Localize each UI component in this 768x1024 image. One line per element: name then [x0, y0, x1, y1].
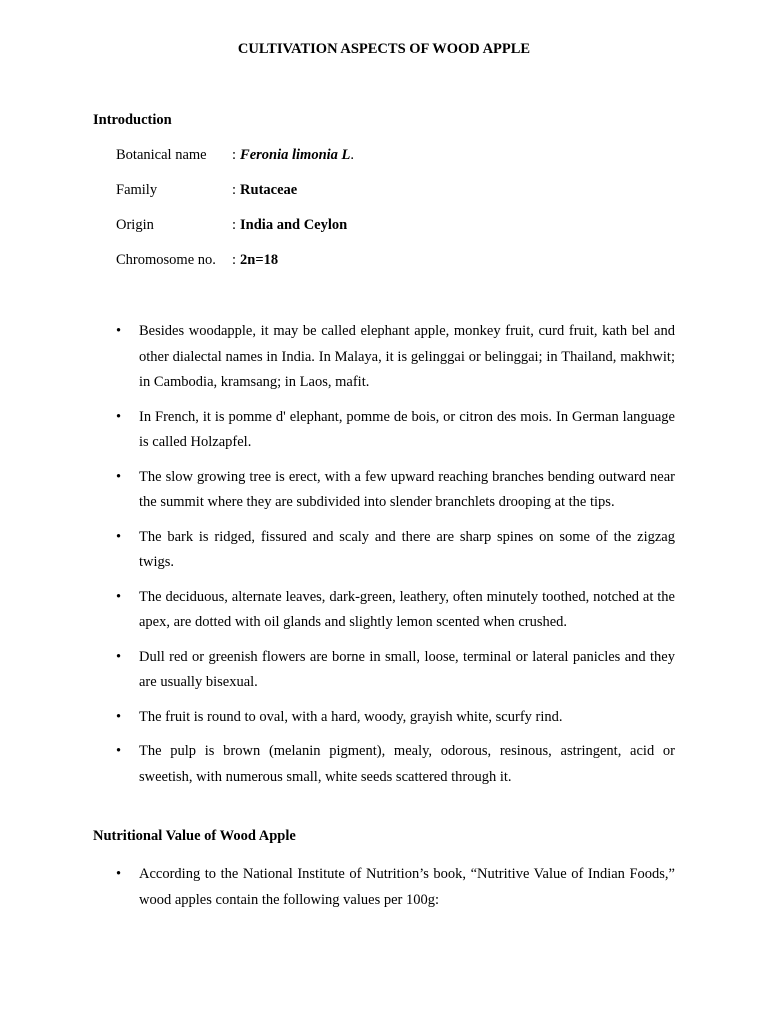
origin-separator: :	[232, 217, 237, 233]
bullet-icon: •	[116, 323, 122, 339]
list-item-text: Besides woodapple, it may be called elephant apple, monkey fruit, curd fruit, kath bel and other dialectal names in India. In Malaya, it is gelinggai or belinggai; in Thailand, makhwit; in Cambodia, kramsang; in Laos, mafit.	[139, 323, 675, 390]
list-item	[116, 319, 675, 396]
introduction-heading: Introduction	[93, 112, 172, 128]
chromosome-row	[116, 252, 354, 287]
bullet-icon: •	[116, 528, 122, 545]
list-item-text: Dull red or greenish flowers are borne in small, loose, terminal or lateral panicles and they are usually bisexual.	[139, 648, 675, 690]
chromosome-separator: :	[232, 252, 237, 268]
family-row	[116, 182, 354, 217]
bullet-icon: •	[116, 866, 122, 882]
chromosome-value: 2n=18	[240, 252, 279, 268]
botanical-name-row	[116, 147, 354, 182]
list-item-text: According to the National Institute of Nutrition’s book, “Nutritive Value of Indian Foods,” wood apples contain the following values per 100g:	[139, 866, 675, 908]
origin-row	[116, 217, 354, 252]
bullet-icon: •	[116, 648, 122, 665]
list-item-text: The pulp is brown (melanin pigment), mealy, odorous, resinous, astringent, acid or sweetish, with numerous small, white seeds scattered through it.	[139, 743, 675, 785]
chromosome-label: Chromosome no.	[116, 252, 216, 268]
origin-label: Origin	[116, 217, 154, 233]
list-item	[116, 585, 675, 636]
list-item-text: The fruit is round to oval, with a hard, woody, grayish white, scurfy rind.	[139, 708, 563, 725]
list-item	[116, 525, 675, 576]
list-item	[116, 465, 675, 516]
origin-value: India and Ceylon	[240, 217, 348, 233]
list-item	[116, 739, 675, 790]
list-item-text: The slow growing tree is erect, with a few upward reaching branches bending outward near the summit where they are subdivided into slender branchlets drooping at the tips.	[139, 468, 675, 510]
list-item	[116, 862, 675, 913]
list-item	[116, 645, 675, 696]
list-item-text: The deciduous, alternate leaves, dark-green, leathery, often minutely toothed, notched at the apex, are dotted with oil glands and slightly lemon scented when crushed.	[139, 588, 675, 630]
bullet-icon: •	[116, 588, 122, 605]
family-value: Rutaceae	[240, 182, 298, 198]
bullet-icon: •	[116, 708, 122, 725]
botanical-name-value: Feronia limonia L	[240, 147, 351, 163]
botanical-name-suffix: .	[350, 147, 355, 163]
family-separator: :	[232, 182, 237, 198]
botanical-name-separator: :	[232, 147, 237, 163]
document-title: CULTIVATION ASPECTS OF WOOD APPLE	[237, 41, 531, 57]
list-item-text: The bark is ridged, fissured and scaly and there are sharp spines on some of the zigzag twigs.	[139, 528, 675, 570]
family-label: Family	[116, 182, 158, 198]
list-item-text: In French, it is pomme d' elephant, pomme de bois, or citron des mois. In German language is called Holzapfel.	[139, 408, 675, 450]
botanical-name-label: Botanical name	[116, 147, 207, 163]
nutrition-bullet-list	[116, 862, 675, 922]
introduction-bullet-list	[116, 319, 675, 799]
nutrition-heading: Nutritional Value of Wood Apple	[93, 828, 296, 844]
list-item	[116, 405, 675, 456]
classification-table	[116, 147, 354, 287]
bullet-icon: •	[116, 408, 122, 425]
bullet-icon: •	[116, 743, 122, 759]
bullet-icon: •	[116, 468, 122, 485]
list-item	[116, 705, 675, 731]
